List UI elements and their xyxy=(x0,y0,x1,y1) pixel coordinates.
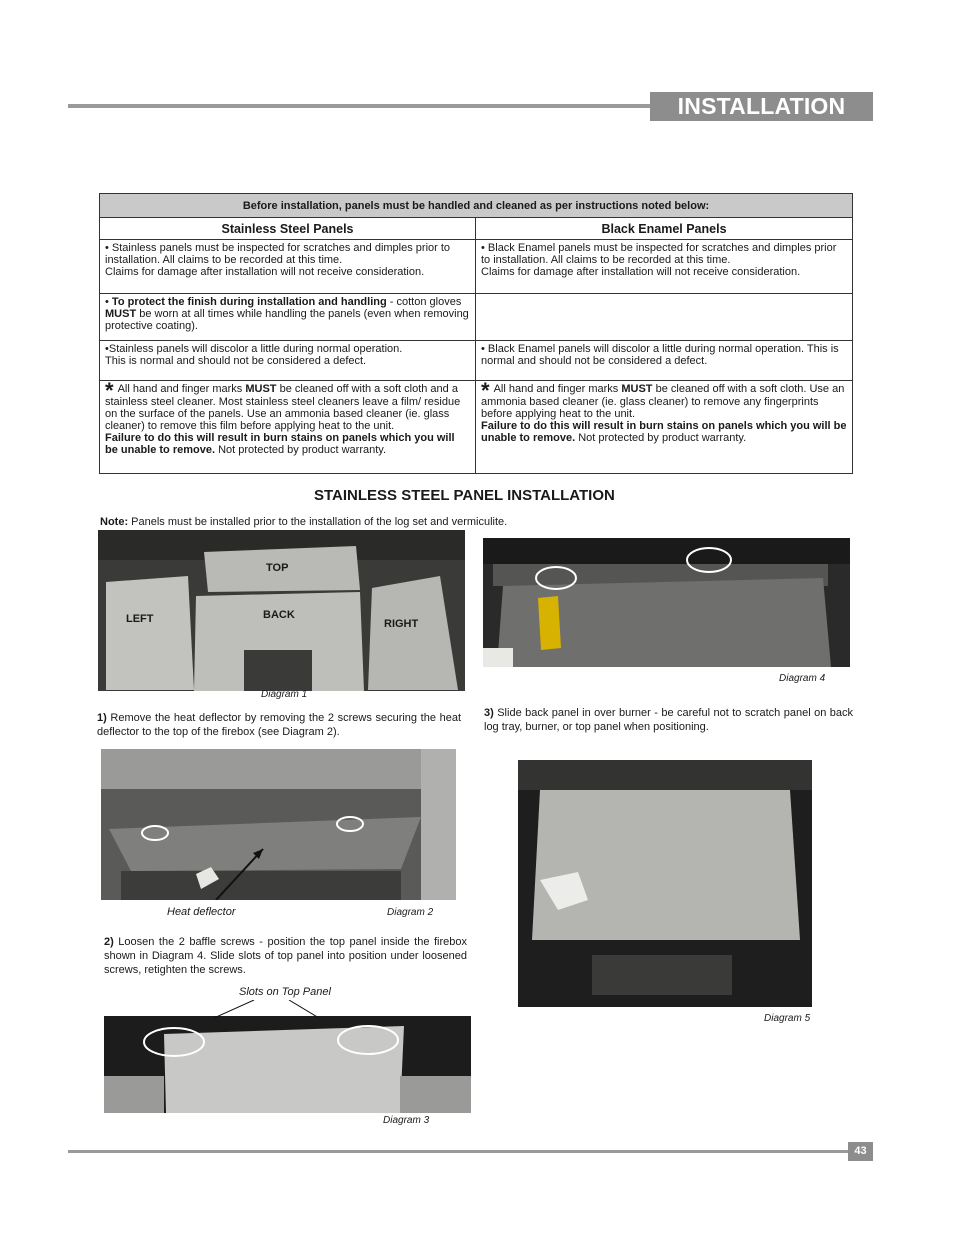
asterisk-icon: * xyxy=(481,378,490,403)
section-title: STAINLESS STEEL PANEL INSTALLATION xyxy=(314,487,615,504)
panel-label-top: TOP xyxy=(266,562,289,574)
slots-label: Slots on Top Panel xyxy=(239,986,331,998)
panel-label-left: LEFT xyxy=(126,613,154,625)
table-row xyxy=(100,341,853,381)
heat-deflector-label: Heat deflector xyxy=(167,906,236,918)
column-header-stainless: Stainless Steel Panels xyxy=(100,218,476,240)
table-cell: •Stainless panels will discolor a little during normal operation. This is normal and should not be considered a defect. xyxy=(100,341,476,381)
column-header-black-enamel: Black Enamel Panels xyxy=(476,218,853,240)
table-cell: * All hand and finger marks MUST be cleaned off with a soft cloth and a stainless steel cleaner. Most stainless steel cleaners leave a film/ residue on the surface of the panels. Use an ammonia based cleaner (ie. glass cleaner) to remove this film before applying heat to the unit. Failure to do this will result in burn stains on panels which you will be unable to remove. Not protected by product warranty. xyxy=(100,381,476,474)
table-row xyxy=(100,294,853,341)
diagram-5-photo xyxy=(518,760,812,1007)
step-3-text: 3) Slide back panel in over burner - be careful not to scratch panel on back log tray, burner, or top panel when positioning. xyxy=(484,707,853,733)
table-cell xyxy=(476,294,853,341)
diagram-4-caption: Diagram 4 xyxy=(779,673,826,684)
diagram-2-caption: Diagram 2 xyxy=(387,907,434,918)
page-number: 43 xyxy=(848,1142,873,1161)
table-row xyxy=(100,381,853,474)
panel-label-right: RIGHT xyxy=(384,618,419,630)
diagram-1-caption: Diagram 1 xyxy=(261,689,308,700)
footer-rule xyxy=(68,1150,848,1153)
header-rule xyxy=(68,104,650,108)
panel-label-back: BACK xyxy=(263,609,295,621)
table-cell: • Black Enamel panels must be inspected for scratches and dimples prior to installation. All claims to be recorded at this time. Claims for damage after installation will not receive consideration. xyxy=(476,240,853,294)
step-1-text: 1) Remove the heat deflector by removing the 2 screws securing the heat deflector to the top of the firebox (see Diagram 2). xyxy=(97,712,461,738)
diagram-3-caption: Diagram 3 xyxy=(383,1115,430,1126)
installation-note: Note: Panels must be installed prior to the installation of the log set and vermiculite. xyxy=(100,516,508,528)
table-cell: * All hand and finger marks MUST be cleaned off with a soft cloth. Use an ammonia based cleaner (ie. glass cleaner) to remove any fingerprints before applying heat to the unit. Failure to do this will result in burn stains on panels which you will be unable to remove. Not protected by product warranty. xyxy=(476,381,853,474)
slots-pointer-lines xyxy=(104,1000,471,1020)
diagram-5-caption: Diagram 5 xyxy=(764,1013,811,1024)
diagram-2-photo xyxy=(101,749,456,900)
diagram-4-photo xyxy=(483,538,850,667)
table-cell: • To protect the finish during installation and handling - cotton gloves MUST be worn at all times while handling the panels (even when removing protective coating). xyxy=(100,294,476,341)
table-cell: • Stainless panels must be inspected for scratches and dimples prior to installation. All claims to be recorded at this time. Claims for damage after installation will not receive consideration. xyxy=(100,240,476,294)
panel-care-table xyxy=(99,193,853,474)
table-cell: • Black Enamel panels will discolor a little during normal operation. This is normal and should not be considered a defect. xyxy=(476,341,853,381)
diagram-3-photo xyxy=(104,1016,471,1113)
asterisk-icon: * xyxy=(105,378,114,403)
page-title: INSTALLATION xyxy=(650,92,873,121)
step-2-text: 2) Loosen the 2 baffle screws - position the top panel inside the firebox shown in Diagram 4. Slide slots of top panel into position under loosened screws, retighten the screws. xyxy=(104,936,467,976)
table-banner: Before installation, panels must be handled and cleaned as per instructions noted below: xyxy=(100,194,853,218)
table-row xyxy=(100,240,853,294)
